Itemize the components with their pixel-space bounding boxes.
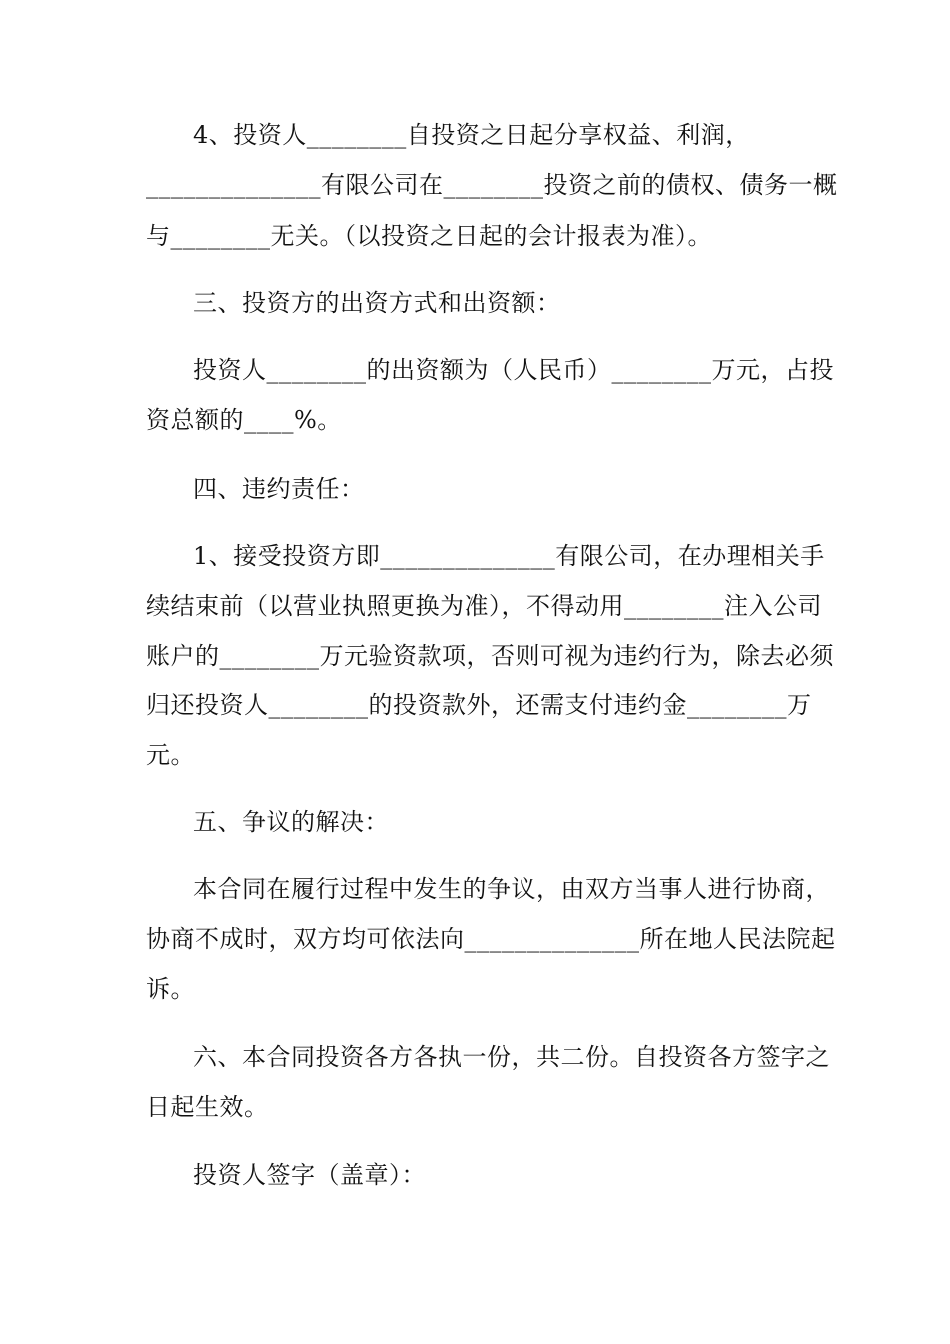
section-4-clause-1-line-1: 1、接受投资方即______________有限公司，在办理相关手 xyxy=(193,542,825,570)
section-4-clause-1-line-2: 续结束前（以营业执照更换为准），不得动用________注入公司 xyxy=(146,592,822,620)
clause-4-line-1: 4、投资人________自投资之日起分享权益、利润， xyxy=(193,121,750,149)
clause-4-line-2: ______________有限公司在________投资之前的债权、债务一概 xyxy=(146,171,838,199)
section-3-line-1: 投资人________的出资额为（人民币）________万元，占投 xyxy=(193,356,834,384)
section-4-clause-1-line-5: 元。 xyxy=(146,741,195,769)
section-6-line-2: 日起生效。 xyxy=(146,1093,269,1121)
section-5-heading: 五、争议的解决： xyxy=(193,808,389,836)
section-3-line-2: 资总额的____%。 xyxy=(146,406,342,434)
section-5-line-2: 协商不成时，双方均可依法向______________所在地人民法院起 xyxy=(146,925,836,953)
investor-signature-label: 投资人签字（盖章）： xyxy=(193,1161,426,1189)
clause-4-line-3: 与________无关。（以投资之日起的会计报表为准）。 xyxy=(146,222,712,250)
section-4-heading: 四、违约责任： xyxy=(193,475,365,503)
section-6-line-1: 六、本合同投资各方各执一份，共二份。自投资各方签字之 xyxy=(193,1043,830,1071)
section-5-line-3: 诉。 xyxy=(146,975,195,1003)
section-4-clause-1-line-3: 账户的________万元验资款项，否则可视为违约行为，除去必须 xyxy=(146,642,834,670)
section-5-line-1: 本合同在履行过程中发生的争议，由双方当事人进行协商， xyxy=(193,875,830,903)
section-3-heading: 三、投资方的出资方式和出资额： xyxy=(193,289,561,317)
section-4-clause-1-line-4: 归还投资人________的投资款外，还需支付违约金________万 xyxy=(146,691,812,719)
